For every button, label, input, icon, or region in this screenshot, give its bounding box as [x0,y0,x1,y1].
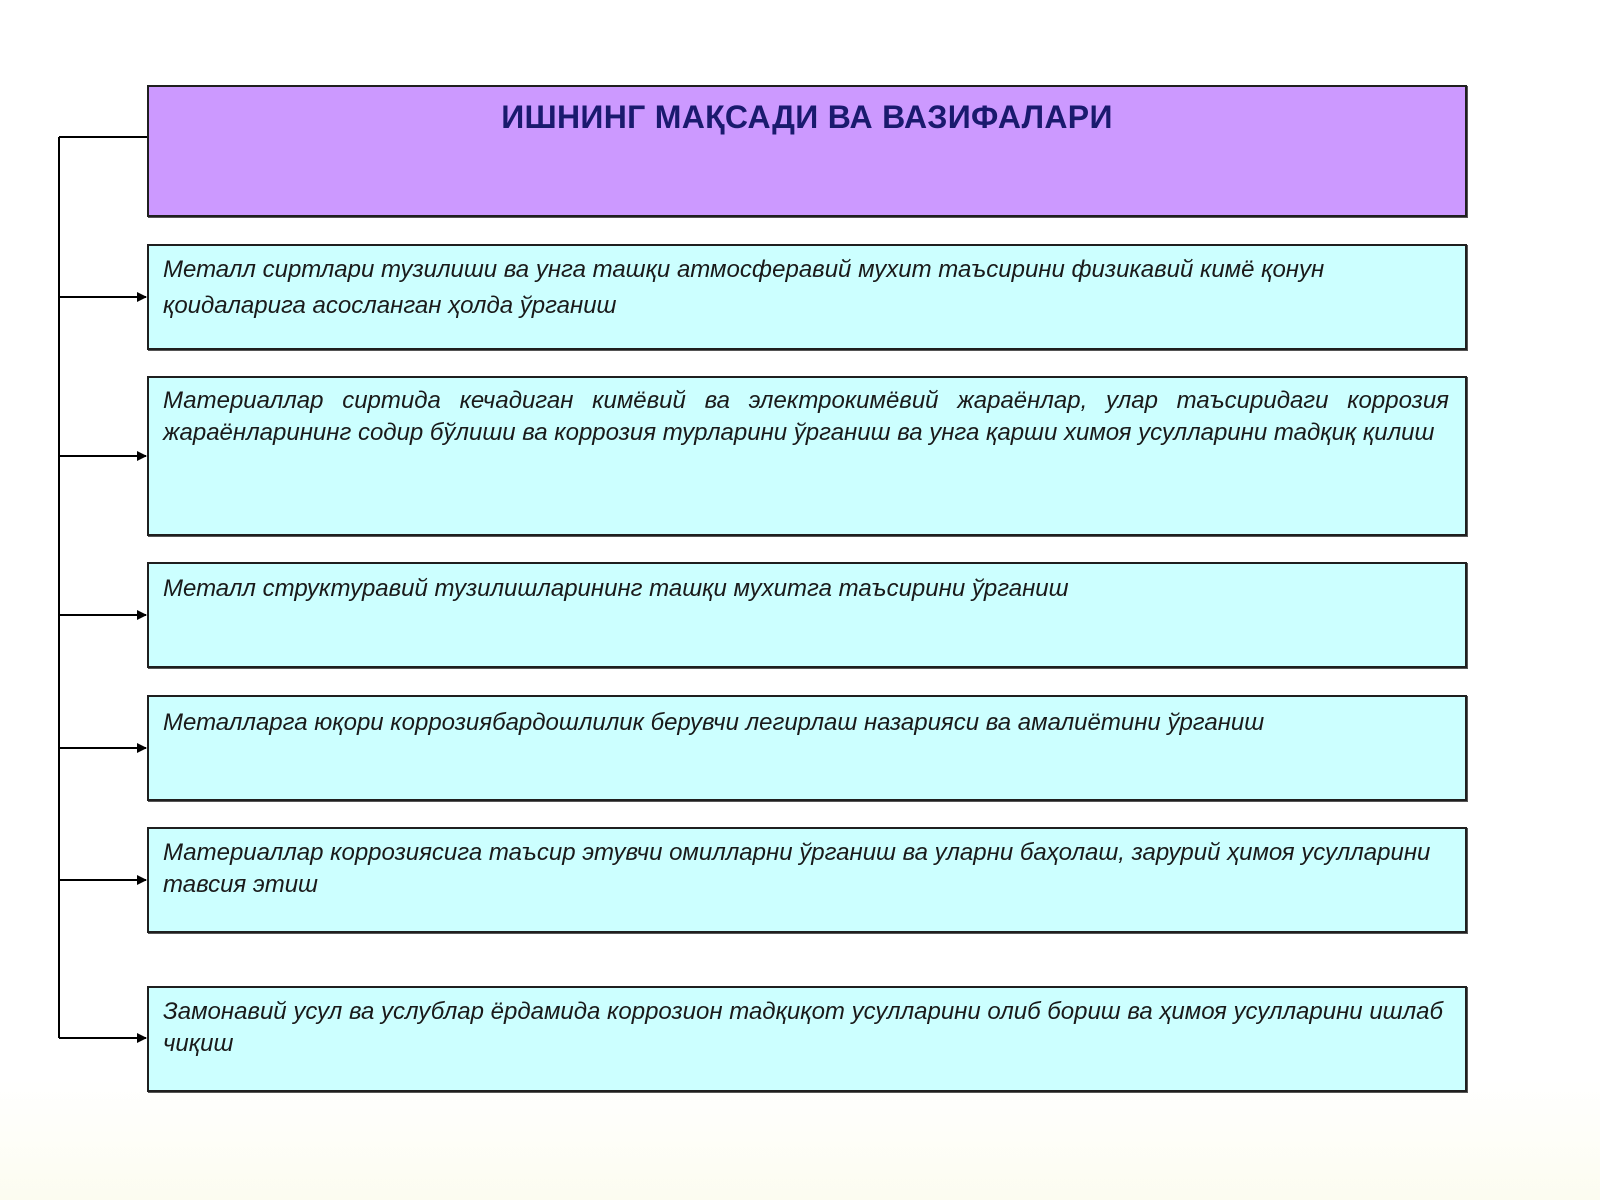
task-box-2 [147,376,1467,536]
task-text-4: Металларга юқори коррозиябардошлилик берувчи легирлаш назарияси ва амалиётини ўрганиш [163,709,1265,736]
title-box [147,85,1467,217]
task-text-2: Материаллар сиртида кечадиган кимёвий ва электрокимёвий жараёнлар, улар таъсиридаги коррозия жараёнларининг содир бўлиши ва коррозия турларини ўрганиш ва унга қарши химоя усулларини тадқиқ қилиш [163,387,1449,446]
task-box-1 [147,244,1467,350]
diagram-title: ИШНИНГ МАҚСАДИ ВА ВАЗИФАЛАРИ [501,99,1113,135]
task-text-6: Замонавий усул ва услублар ёрдамида коррозион тадқиқот усулларини олиб бориш ва ҳимоя усулларини ишлаб чиқиш [163,998,1443,1057]
task-box-5 [147,827,1467,933]
task-box-3 [147,562,1467,668]
task-box-6 [147,986,1467,1092]
task-text-5: Материаллар коррозиясига таъсир этувчи омилларни ўрганиш ва уларни баҳолаш, зарурий ҳимоя усулларини тавсия этиш [163,839,1431,898]
task-text-1: Металл сиртлари тузилиши ва унга ташқи атмосферавий мухит таъсирини физикавий кимё қонун қоидаларига асосланган ҳолда ўрганиш [163,256,1325,319]
task-text-3: Металл структуравий тузилишларининг ташқи мухитга таъсирини ўрганиш [163,575,1069,602]
task-box-4 [147,695,1467,801]
